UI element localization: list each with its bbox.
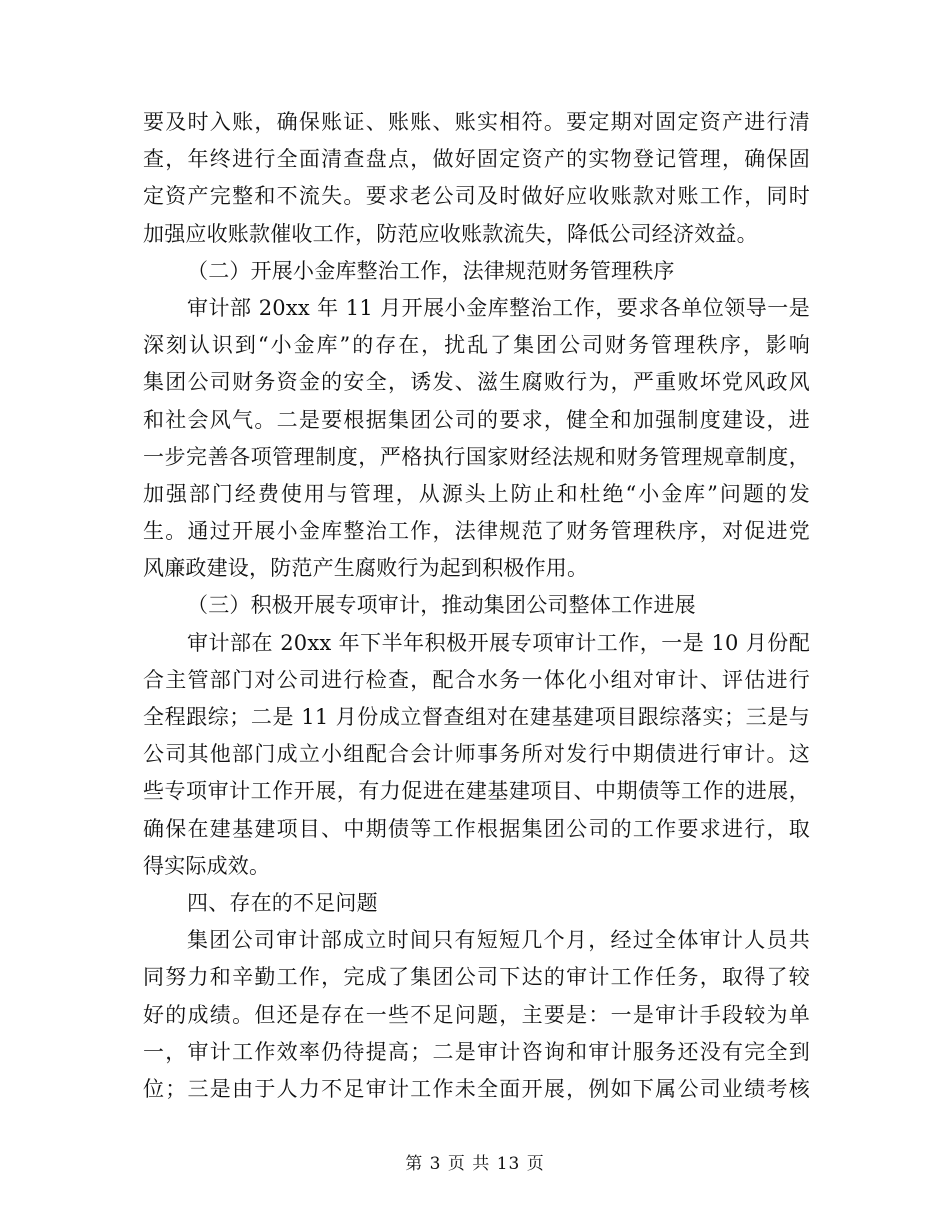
- text-line: 深刻认识到“小金库”的存在，扰乱了集团公司财务管理秩序，影响: [143, 333, 810, 358]
- text-line: 加强应收账款催收工作，防范应收账款流失，降低公司经济效益。: [143, 221, 758, 246]
- text-line: 公司其他部门成立小组配合会计师事务所对发行中期债进行审计。这: [143, 742, 810, 767]
- text-line: 好的成绩。但还是存在一些不足问题，主要是：一是审计手段较为单: [143, 1002, 810, 1027]
- text-line: 审计部 20xx 年 11 月开展小金库整治工作，要求各单位领导一是: [187, 295, 810, 320]
- text-line: 一，审计工作效率仍待提高；二是审计咨询和审计服务还没有完全到: [143, 1039, 810, 1064]
- text-line: 查，年终进行全面清查盘点，做好固定资产的实物登记管理，确保固: [143, 147, 810, 172]
- page-footer: 第 3 页 共 13 页: [405, 1154, 545, 1174]
- text-line: 集团公司审计部成立时间只有短短几个月，经过全体审计人员共: [187, 928, 810, 953]
- document-body: [143, 104, 810, 1108]
- text-line: 一步完善各项管理制度，严格执行国家财经法规和财务管理规章制度，: [143, 444, 810, 469]
- text-line: 生。通过开展小金库整治工作，法律规范了财务管理秩序，对促进党: [143, 519, 810, 544]
- text-line: 得实际成效。: [143, 853, 271, 878]
- text-line: 和社会风气。二是要根据集团公司的要求，健全和加强制度建设，进: [143, 407, 810, 432]
- text-line: 些专项审计工作开展，有力促进在建基建项目、中期债等工作的进展，: [143, 779, 810, 804]
- text-line: 要及时入账，确保账证、账账、账实相符。要定期对固定资产进行清: [143, 110, 810, 134]
- text-line: 集团公司财务资金的安全，诱发、滋生腐败行为，严重败坏党风政风: [143, 370, 810, 395]
- text-line: （二）开展小金库整治工作，法律规范财务管理秩序: [187, 258, 675, 283]
- text-line: 审计部在 20xx 年下半年积极开展专项审计工作，一是 10 月份配: [187, 630, 810, 655]
- text-line: 风廉政建设，防范产生腐败行为起到积极作用。: [143, 556, 589, 581]
- text-line: 合主管部门对公司进行检查，配合水务一体化小组对审计、评估进行: [143, 667, 810, 692]
- text-line: 位；三是由于人力不足审计工作未全面开展，例如下属公司业绩考核: [143, 1076, 810, 1101]
- text-line: 同努力和辛勤工作，完成了集团公司下达的审计工作任务，取得了较: [143, 965, 810, 990]
- text-line: （三）积极开展专项审计，推动集团公司整体工作进展: [187, 593, 696, 618]
- text-line: 四、存在的不足问题: [187, 890, 378, 915]
- text-line: 确保在建基建项目、中期债等工作根据集团公司的工作要求进行，取: [143, 816, 810, 841]
- text-line: 加强部门经费使用与管理，从源头上防止和杜绝“小金库”问题的发: [143, 481, 810, 506]
- text-line: 定资产完整和不流失。要求老公司及时做好应收账款对账工作，同时: [143, 184, 810, 209]
- text-line: 全程跟综；二是 11 月份成立督查组对在建基建项目跟综落实；三是与: [143, 705, 810, 729]
